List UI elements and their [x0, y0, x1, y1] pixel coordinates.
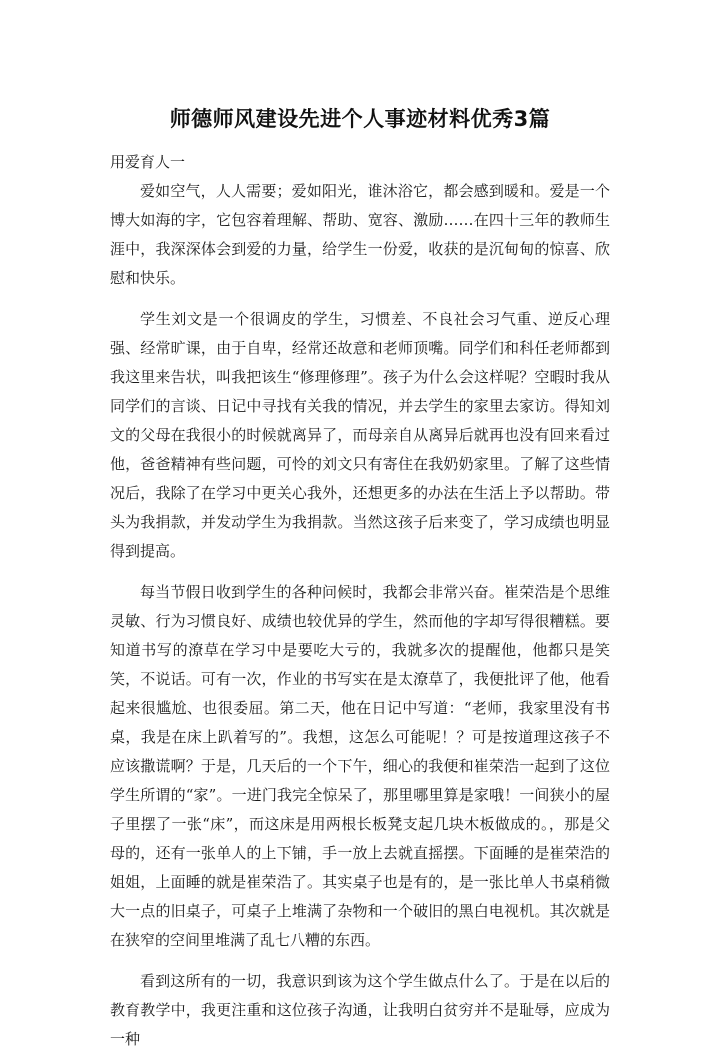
paragraph-3: 每当节假日收到学生的各种问候时，我都会非常兴奋。崔荣浩是个思维灵敏、行为习惯良好、成绩也较优异的学生，然而他的字却写得很糟糕。要知道书写的潦草在学习中是要吃大亏的，我就多次的提醒他，他都只是笑笑，不说话。可有一次，作业的书写实在是太潦草了，我便批评了他，他看起来很尴尬、也很委屈。第二天，他在日记中写道：“老师，我家里没有书桌，我是在床上趴着写的”。我想，这怎么可能呢！？可是按道理这孩子不应该撒谎啊？于是，几天后的一个下午，细心的我便和崔荣浩一起到了这位学生所谓的“家”。一进门我完全惊呆了，那里哪里算是家哦！一间狭小的屋子里摆了一张“床”，而这床是用两根长板凳支起几块木板做成的。，那是父母的，还有一张单人的上下铺，手一放上去就直摇摆。下面睡的是崔荣浩的姐姐，上面睡的就是崔荣浩了。其实桌子也是有的，是一张比单人书桌稍微大一点的旧桌子，可桌子上堆满了杂物和一个破旧的黑白电视机。其次就是在狭窄的空间里堆满了乱七八糟的东西。	[110, 583, 610, 949]
paragraph-2: 学生刘文是一个很调皮的学生，习惯差、不良社会习气重、逆反心理强、经常旷课，由于自卑，经常还故意和老师顶嘴。同学们和科任老师都到我这里来告状，叫我把该生“修理修理”。孩子为什么会这样呢？空暇时我从同学们的言谈、日记中寻找有关我的情况，并去学生的家里去家访。得知刘文的父母在我很小的时候就离异了，而母亲自从离异后就再也没有回来看过他，爸爸精神有些问题，可怜的刘文只有寄住在我奶奶家里。了解了这些情况后，我除了在学习中更关心我外，还想更多的办法在生活上予以帮助。带头为我捐款，并发动学生为我捐款。当然这孩子后来变了，学习成绩也明显得到提高。	[110, 310, 610, 560]
document-title: 师德师风建设先进个人事迹材料优秀3篇	[169, 107, 551, 131]
paragraph-1: 爱如空气，人人需要；爱如阳光，谁沐浴它，都会感到暖和。爱是一个博大如海的字，它包容着理解、帮助、宽容、激励……在四十三年的教师生涯中，我深深体会到爱的力量，给学生一份爱，收获的是沉甸甸的惊喜、欣慰和快乐。	[110, 182, 610, 287]
section-subtitle: 用爱育人一	[110, 153, 186, 171]
paragraph-4: 看到这所有的一切，我意识到该为这个学生做点什么了。于是在以后的教育教学中，我更注重和这位孩子沟通，让我明白贫穷并不是耻辱，应成为一种	[110, 972, 610, 1048]
